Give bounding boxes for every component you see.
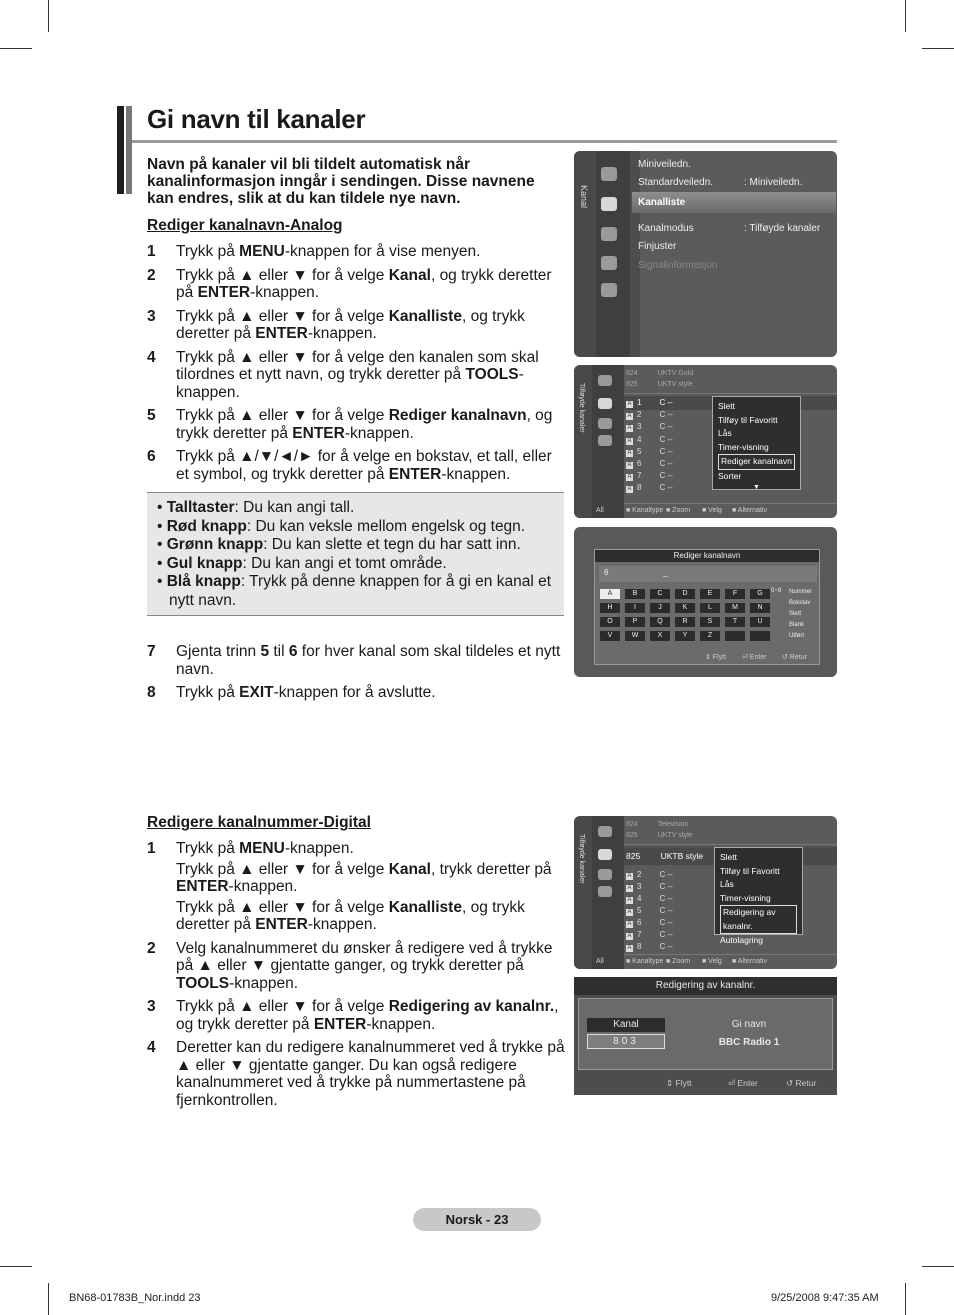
step-text: Gjenta trinn 5 til 6 for hver kanal som skal tildeles et nytt navn. <box>176 643 561 678</box>
step-number: 4 <box>147 1039 156 1056</box>
section-heading-digital: Redigere kanalnummer-Digital <box>147 814 371 831</box>
list-divider <box>624 844 837 845</box>
note-item: • Grønn knapp: Du kan slette et tegn du har satt inn. <box>157 536 521 553</box>
analog-badge: A <box>627 486 632 493</box>
note-item: • Rød knapp: Du kan veksle mellom engelsk og tegn. <box>157 517 526 535</box>
step-number: 5 <box>147 407 156 424</box>
footer-return: ↺ Retur <box>786 1078 817 1088</box>
menu-item-value: : Tilføyde kanaler <box>744 223 821 234</box>
application-icon <box>601 283 617 297</box>
key-button: A <box>600 589 620 599</box>
channel-row <box>626 459 673 469</box>
key-legend-item: Utført <box>789 633 804 639</box>
channel-number: 1 <box>637 398 642 407</box>
channel-name: C -- <box>659 942 673 951</box>
key-button: M <box>725 603 745 613</box>
step <box>147 840 565 937</box>
step <box>147 448 565 486</box>
key-legend-item: Bokstav <box>789 600 811 606</box>
key-button: S <box>700 617 720 627</box>
channel-row <box>626 894 673 904</box>
setup-icon <box>601 227 617 241</box>
step-number: 8 <box>147 684 156 701</box>
key-legend-item: Slett <box>789 611 802 617</box>
key-button: V <box>600 631 620 641</box>
channel-icon <box>601 197 617 211</box>
step <box>147 643 565 681</box>
footer-enter: ⏎ Enter <box>728 1078 758 1088</box>
menu-item: Finjuster <box>638 241 677 252</box>
input-icon <box>601 256 617 270</box>
crop-mark <box>48 1283 49 1315</box>
key-button: Q <box>650 617 670 627</box>
step-number: 4 <box>147 348 156 366</box>
key-button: T <box>725 617 745 627</box>
channel-row <box>626 447 673 457</box>
tv-screen-channel-list-digital <box>574 816 837 969</box>
channel-number: 4 <box>637 894 642 903</box>
step <box>147 684 565 705</box>
footer-label: ■ Velg <box>702 507 722 514</box>
footer-label: ↺ Retur <box>782 654 807 661</box>
popup-item: Tilføy til Favoritt <box>720 865 780 876</box>
footer-move: ⇕ Flytt <box>666 1078 692 1088</box>
channel-number: 6 <box>637 459 642 468</box>
channel-name: C -- <box>659 471 673 481</box>
note-box <box>147 492 564 616</box>
analog-badge: A <box>627 425 632 432</box>
steps-digital <box>147 840 565 1115</box>
channel-number: 8 <box>637 942 642 951</box>
steps-analog <box>147 243 565 489</box>
popup-item: Lås <box>718 428 732 438</box>
key-button: C <box>650 589 670 599</box>
gi-navn-value: BBC Radio 1 <box>718 1037 780 1048</box>
channel-row-top: 825 UKTV style <box>626 832 693 839</box>
popup-item: Slett <box>720 852 738 862</box>
added-channels-icon <box>598 398 612 409</box>
channel-number: 3 <box>637 882 642 891</box>
note-item: • Blå knapp: Trykk på denne knappen for å gi en kanal et nytt navn. <box>157 573 552 609</box>
footer-label: ■ Alternativ <box>732 958 767 965</box>
step-text: Deretter kan du redigere kanalnummeret ved å trykke på ▲ eller ▼ gjentatte ganger. Du kan også redigere kanalnummeret ved å trykke på nummertastene på fjernkontrollen. <box>176 1039 565 1109</box>
channel-name: UKTB style <box>660 851 704 861</box>
gi-navn-label: Gi navn <box>731 1019 767 1030</box>
channel-row <box>626 930 673 940</box>
step <box>147 998 565 1036</box>
edit-title: Redigering av kanalnr. <box>574 977 837 995</box>
channel-number: 7 <box>637 930 642 939</box>
step-number: 7 <box>147 643 156 660</box>
scroll-down-icon: ▼ <box>753 484 760 491</box>
key-button: N <box>750 603 770 613</box>
step-number: 6 <box>147 448 156 465</box>
step <box>147 267 565 305</box>
slug-date: 9/25/2008 9:47:35 AM <box>771 1292 879 1304</box>
channel-number: 4 <box>637 434 642 444</box>
tv-side-label: Kanal <box>579 185 589 209</box>
channel-row <box>626 410 673 420</box>
step-text: Trykk på ▲ eller ▼ for å velge den kanalen som skal tilordnes et nytt navn, og trykk deretter på TOOLS-knappen. <box>176 348 539 401</box>
footer-label: All <box>596 958 604 965</box>
name-input-value: 6 <box>604 568 609 577</box>
channel-row-top: 825 UKTV style <box>626 381 693 388</box>
name-input-field <box>599 566 817 582</box>
channel-name: C -- <box>659 410 673 420</box>
channel-name: C -- <box>659 870 673 879</box>
analog-badge: A <box>627 462 632 468</box>
key-button: O <box>600 617 620 627</box>
footer-label: ■ Kanaltype <box>626 507 664 514</box>
tv-screen-edit-number <box>574 977 837 1095</box>
analog-badge: A <box>627 413 632 420</box>
favorite-icon <box>598 418 612 429</box>
analog-badge: A <box>627 921 632 927</box>
analog-badge: A <box>627 437 632 444</box>
channel-number: 2 <box>637 870 642 879</box>
enter-icon: ⏎ <box>728 1078 738 1088</box>
step-text: Trykk på MENU-knappen for å vise menyen. <box>176 243 481 260</box>
tv-side-label: Tilføyde kanaler <box>578 383 585 433</box>
tools-popup <box>714 847 803 945</box>
channel-row <box>626 918 673 928</box>
step-text: Trykk på ▲ eller ▼ for å velge Redigering av kanalnr., og trykk deretter på ENTER-knappen. <box>176 998 559 1033</box>
step-text: Velg kanalnummeret du ønsker å redigere ved å trykke på ▲ eller ▼ gjentatte ganger, og trykk deretter på TOOLS-knappen. <box>176 939 553 992</box>
analog-badge: A <box>627 897 632 903</box>
channel-number: 6 <box>637 918 642 927</box>
popup-item: Timer-visning <box>720 892 771 903</box>
edit-window <box>578 998 833 1070</box>
analog-badge: A <box>627 401 632 407</box>
step-number: 3 <box>147 307 156 325</box>
popup-item: Tilføy til Favoritt <box>718 414 778 425</box>
key-button: W <box>625 631 645 641</box>
crop-mark <box>922 1266 954 1267</box>
step-number: 3 <box>147 998 156 1015</box>
favorite-icon <box>598 869 612 880</box>
step <box>147 243 565 264</box>
step-number: 2 <box>147 266 156 284</box>
crop-mark <box>0 1266 32 1267</box>
key-legend-item: 0~9 <box>771 588 782 594</box>
footer-label: All <box>596 507 604 514</box>
channel-number: 825 <box>626 851 641 861</box>
key-legend-item: Nummer <box>789 589 813 595</box>
section-heading-analog: Rediger kanalnavn-Analog <box>147 217 343 234</box>
analog-badge: A <box>627 885 632 891</box>
channel-name: C -- <box>659 918 673 927</box>
footer-label: ⏎ Enter <box>742 654 767 661</box>
step-number: 1 <box>147 243 156 260</box>
popup-item: Autolagring <box>720 935 764 945</box>
page-title: Gi navn til kanaler <box>147 104 366 134</box>
key-button: Y <box>675 631 695 641</box>
menu-item-disabled: Signalinformasjon <box>638 260 718 271</box>
step-text: Trykk på ▲/▼/◄/► for å velge en bokstav, et tall, eller et symbol, og trykk deretter på ENTER-knappen. <box>176 448 552 483</box>
programmed-icon <box>598 435 612 446</box>
key-button: I <box>625 603 645 613</box>
channel-row-top: 824 Television <box>626 821 689 828</box>
key-button: P <box>625 617 645 627</box>
footer-label: ■ Zoom <box>666 507 691 514</box>
channel-row <box>626 483 673 493</box>
menu-item: Standardveiledn. <box>638 177 714 188</box>
crop-mark <box>0 48 32 49</box>
analog-badge: A <box>627 449 632 456</box>
tv-icon-column <box>596 151 630 357</box>
kanal-number-field: 803 <box>587 1034 665 1049</box>
title-accent-bar <box>117 106 124 194</box>
menu-item: Miniveiledn. <box>638 159 691 170</box>
menu-item-selected: Kanalliste <box>632 192 836 213</box>
channel-name: C -- <box>659 459 673 468</box>
popup-item: Sorter <box>718 470 742 481</box>
footer-label: ■ Velg <box>702 958 722 965</box>
tv-screen-channel-list <box>574 365 837 518</box>
footer-label: ■ Kanaltype <box>626 958 664 965</box>
tv-side-label: Tilføyde kanaler <box>578 834 585 884</box>
analog-badge: A <box>627 474 632 481</box>
channel-name: C -- <box>659 398 673 407</box>
all-channels-icon <box>598 826 612 837</box>
slug-file: BN68-01783B_Nor.indd 23 <box>69 1292 201 1304</box>
rename-title: Rediger kanalnavn <box>595 550 819 562</box>
channel-row <box>626 422 673 432</box>
channel-name: C -- <box>659 906 673 915</box>
crop-mark <box>922 48 954 49</box>
channel-row <box>626 471 673 481</box>
footer-divider <box>624 954 837 955</box>
added-channels-icon <box>598 849 612 860</box>
channel-name: C -- <box>659 894 673 903</box>
channel-number: 3 <box>637 422 642 432</box>
footer-label: ■ Alternativ <box>732 507 767 514</box>
tools-popup <box>712 396 801 490</box>
key-button: D <box>675 589 695 599</box>
popup-item-selected: Rediger kanalnavn <box>718 454 795 470</box>
channel-number: 5 <box>637 446 642 456</box>
channel-row <box>626 435 673 445</box>
analog-badge: A <box>627 909 632 915</box>
menu-item-value: : Miniveiledn. <box>744 177 803 188</box>
channel-name: C -- <box>659 422 673 432</box>
picture-icon <box>601 167 617 181</box>
key-button: J <box>650 603 670 613</box>
footer-label: ■ Zoom <box>666 958 691 965</box>
channel-number: 2 <box>637 410 642 420</box>
channel-row-top: 824 UKTV Gold <box>626 370 694 377</box>
key-button: F <box>725 589 745 599</box>
key-button: X <box>650 631 670 641</box>
key-button: K <box>675 603 695 613</box>
step-text: Trykk på EXIT-knappen for å avslutte. <box>176 684 436 701</box>
key-button: L <box>700 603 720 613</box>
step <box>147 308 565 346</box>
key-button: Z <box>700 631 720 641</box>
tv-screen-rename <box>574 527 837 677</box>
rename-window <box>594 549 820 665</box>
footer-label: ⇕ Flytt <box>705 654 727 661</box>
popup-item: Timer-visning <box>718 441 769 452</box>
channel-row <box>626 882 673 892</box>
page-number-badge: Norsk - 23 <box>413 1208 541 1231</box>
popup-item: Lås <box>720 879 734 889</box>
title-accent-bar <box>126 106 132 194</box>
selected-channel-row <box>626 851 703 861</box>
key-button: G <box>750 589 770 599</box>
intro-paragraph: Navn på kanaler vil bli tildelt automatisk når kanalinformasjon inngår i sendingen. Disse navnene kan endres, slik at du kan tildele nye navn. <box>147 156 535 207</box>
kanal-label: Kanal <box>587 1018 665 1032</box>
step-text: Trykk på ▲ eller ▼ for å velge Kanal, og trykk deretter på ENTER-knappen. <box>176 266 552 301</box>
channel-name: C -- <box>659 446 673 456</box>
key-button <box>725 631 745 641</box>
channel-number: 7 <box>637 471 642 481</box>
step <box>147 940 565 996</box>
title-rule <box>132 140 837 143</box>
step-text: Trykk på ▲ eller ▼ for å velge Kanalliste, og trykk deretter på ENTER-knappen. <box>176 307 525 342</box>
key-button: H <box>600 603 620 613</box>
key-button <box>750 631 770 641</box>
return-icon: ↺ <box>786 1078 796 1088</box>
analog-badge: A <box>627 873 632 879</box>
tv-screen-channel-menu <box>574 151 837 357</box>
steps-analog-continued <box>147 643 565 708</box>
channel-number: 8 <box>637 483 642 493</box>
footer-divider <box>624 503 837 504</box>
channel-row <box>626 398 673 408</box>
key-legend-item: Blank <box>789 622 805 628</box>
key-button: E <box>700 589 720 599</box>
popup-item: Slett <box>718 401 736 411</box>
step <box>147 407 565 445</box>
note-item: • Gul knapp: Du kan angi et tomt område. <box>157 554 447 572</box>
step-text: Trykk på MENU-knappen. Trykk på ▲ eller ▼ for å velge Kanal, trykk deretter på ENTER-knappen. Trykk på ▲ eller ▼ for å velge Kanalliste, og trykk deretter på ENTER-knappen. <box>176 840 552 933</box>
popup-item-selected: Redigering av kanalnr. <box>720 905 797 934</box>
programmed-icon <box>598 886 612 897</box>
menu-item: Kanalmodus <box>638 223 694 234</box>
key-button: U <box>750 617 770 627</box>
name-input-cursor: _ <box>663 568 668 577</box>
channel-row <box>626 906 673 916</box>
move-icon: ⇕ <box>666 1078 676 1088</box>
key-button: B <box>625 589 645 599</box>
channel-name: C -- <box>659 882 673 891</box>
channel-name: C -- <box>659 434 673 444</box>
all-channels-icon <box>598 375 612 386</box>
analog-badge: A <box>627 933 632 939</box>
list-divider <box>624 393 837 394</box>
channel-number: 5 <box>637 906 642 915</box>
crop-mark <box>905 1283 906 1315</box>
analog-badge: A <box>627 945 632 951</box>
step <box>147 1039 565 1112</box>
step <box>147 349 565 405</box>
channel-name: C -- <box>659 930 673 939</box>
channel-name: C -- <box>659 483 673 493</box>
step-text: Trykk på ▲ eller ▼ for å velge Rediger kanalnavn, og trykk deretter på ENTER-knappen. <box>176 407 553 442</box>
note-item: • Talltaster: Du kan angi tall. <box>157 499 355 516</box>
crop-mark <box>48 0 49 32</box>
key-button: R <box>675 617 695 627</box>
step-number: 1 <box>147 840 156 857</box>
channel-row <box>626 942 673 952</box>
channel-row <box>626 870 673 880</box>
crop-mark <box>905 0 906 32</box>
step-number: 2 <box>147 939 156 957</box>
